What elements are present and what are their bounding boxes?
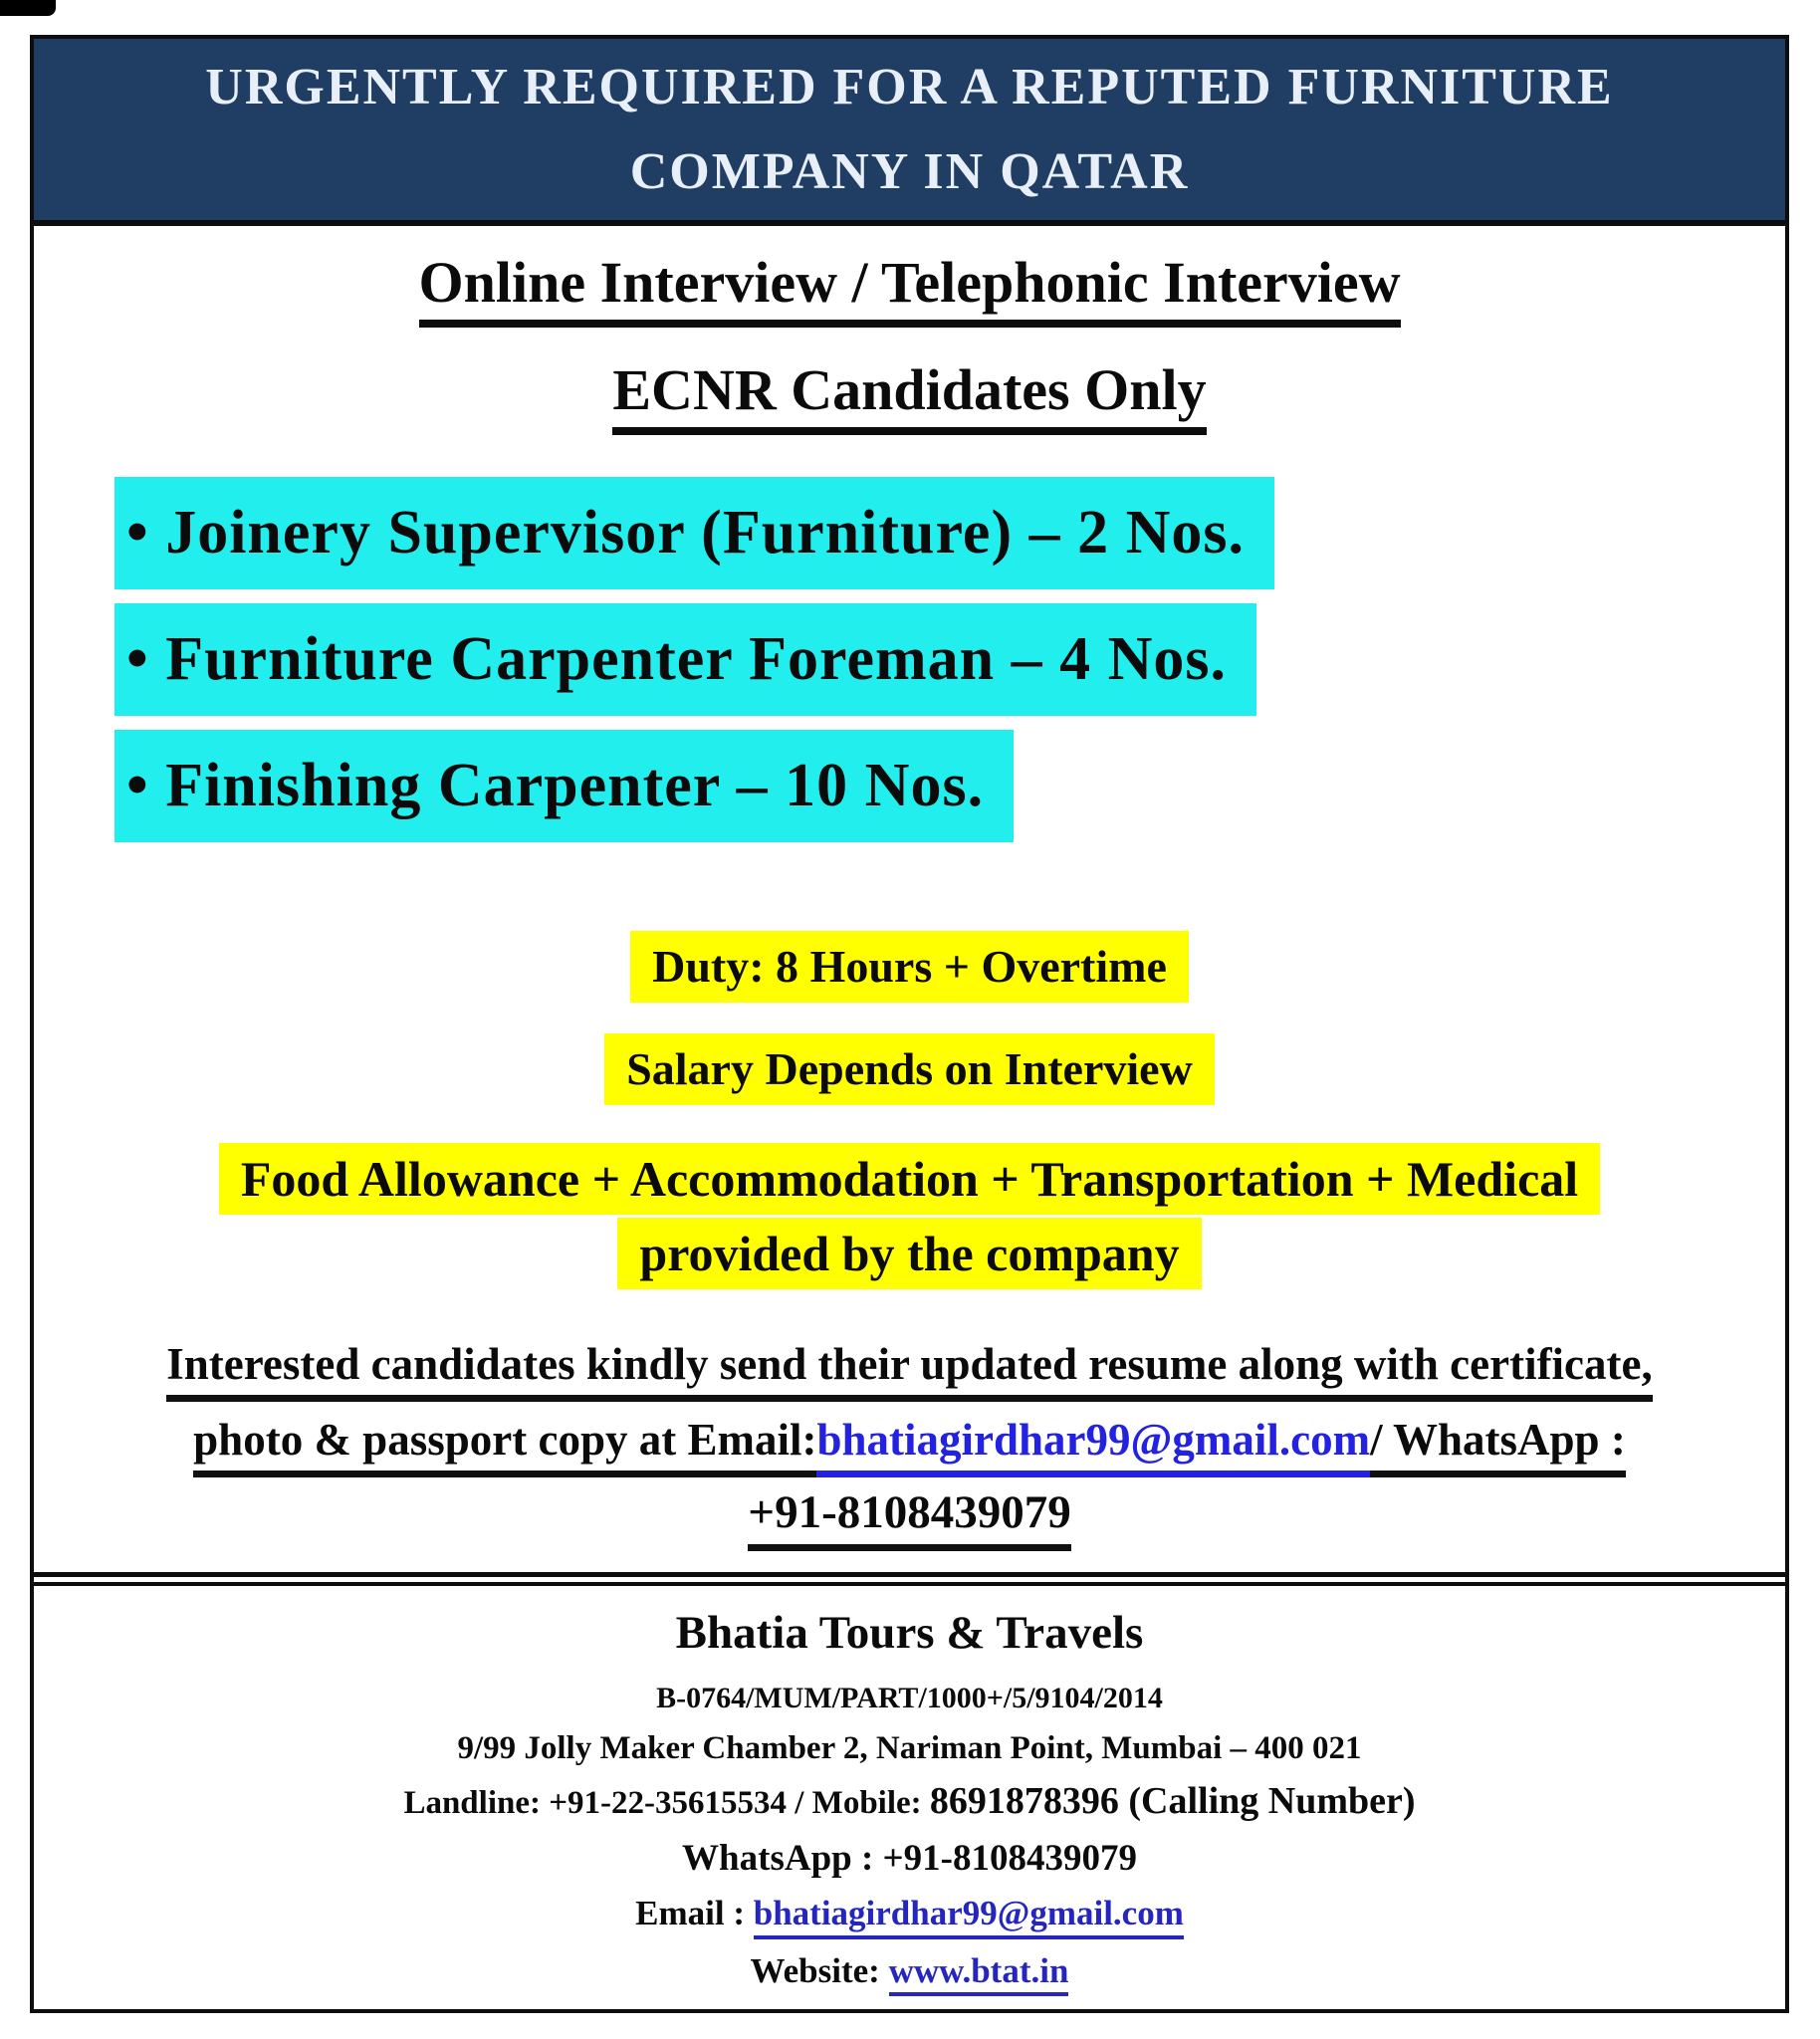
position-item-carpenter-foreman bbox=[114, 603, 1785, 716]
agency-email-link[interactable]: bhatiagirdhar99@gmail.com bbox=[754, 1895, 1184, 1939]
ecnr-text: ECNR Candidates Only bbox=[612, 357, 1206, 435]
interview-mode-line bbox=[34, 250, 1785, 328]
agency-footer bbox=[34, 1586, 1785, 2009]
benefits-provided-text1: Food Allowance + Accommodation + Transportation + Medical bbox=[219, 1143, 1600, 1215]
benefits-provided-line2 bbox=[34, 1218, 1785, 1289]
agency-phone-line bbox=[34, 1779, 1785, 1825]
benefits-provided-text2: provided by the company bbox=[617, 1218, 1201, 1289]
apply-email-link[interactable]: bhatiagirdhar99@gmail.com bbox=[816, 1414, 1370, 1477]
section-divider bbox=[34, 1572, 1785, 1586]
position-item-finishing-carpenter bbox=[114, 730, 1785, 842]
benefits-provided-line1 bbox=[34, 1143, 1785, 1215]
agency-address: 9/99 Jolly Maker Chamber 2, Nariman Point, Mumbai – 400 021 bbox=[457, 1730, 1362, 1766]
main-content bbox=[34, 226, 1785, 1572]
header-title-line1: URGENTLY REQUIRED FOR A REPUTED FURNITURE bbox=[205, 59, 1614, 115]
agency-landline: Landline: +91-22-35615534 / Mobile: bbox=[403, 1785, 930, 1821]
position-label: • Joinery Supervisor (Furniture) – 2 Nos. bbox=[114, 477, 1274, 589]
apply-line2-prefix: photo & passport copy at Email: bbox=[193, 1414, 816, 1477]
interview-mode-text: Online Interview / Telephonic Interview bbox=[419, 250, 1401, 328]
apply-line2 bbox=[34, 1414, 1785, 1477]
position-label: • Finishing Carpenter – 10 Nos. bbox=[114, 730, 1014, 842]
apply-line3 bbox=[34, 1485, 1785, 1551]
apply-line1 bbox=[34, 1338, 1785, 1402]
salary-text: Salary Depends on Interview bbox=[604, 1033, 1215, 1105]
job-ad-document bbox=[30, 35, 1789, 2013]
positions-list bbox=[114, 477, 1785, 842]
position-label: • Furniture Carpenter Foreman – 4 Nos. bbox=[114, 603, 1256, 716]
apply-line1-text: Interested candidates kindly send their updated resume along with certificate, bbox=[166, 1338, 1653, 1402]
position-item-joinery-supervisor bbox=[114, 477, 1785, 589]
duty-line bbox=[34, 931, 1785, 1003]
agency-website-label: Website: bbox=[750, 1950, 889, 1990]
apply-line2-suffix: / WhatsApp : bbox=[1370, 1414, 1626, 1477]
agency-email-line bbox=[34, 1893, 1785, 1939]
apply-whatsapp-number: +91-8108439079 bbox=[748, 1485, 1070, 1551]
salary-line bbox=[34, 1033, 1785, 1105]
application-instructions bbox=[34, 1338, 1785, 1551]
agency-website-line bbox=[34, 1951, 1785, 1997]
agency-name: Bhatia Tours & Travels bbox=[675, 1607, 1144, 1659]
agency-license-number: B-0764/MUM/PART/1000+/5/9104/2014 bbox=[656, 1682, 1163, 1714]
agency-email-label: Email : bbox=[635, 1894, 754, 1932]
benefits-provided bbox=[34, 1143, 1785, 1289]
agency-mobile-number: 8691878396 (Calling Number) bbox=[929, 1780, 1416, 1822]
scan-artifact bbox=[0, 0, 56, 16]
agency-website-link[interactable]: www.btat.in bbox=[889, 1952, 1069, 1997]
ecnr-line bbox=[34, 357, 1785, 435]
header-title-line2: COMPANY IN QATAR bbox=[629, 143, 1190, 200]
duty-text: Duty: 8 Hours + Overtime bbox=[630, 931, 1189, 1003]
header-banner bbox=[34, 39, 1785, 226]
agency-whatsapp-number: WhatsApp : +91-8108439079 bbox=[682, 1838, 1137, 1879]
